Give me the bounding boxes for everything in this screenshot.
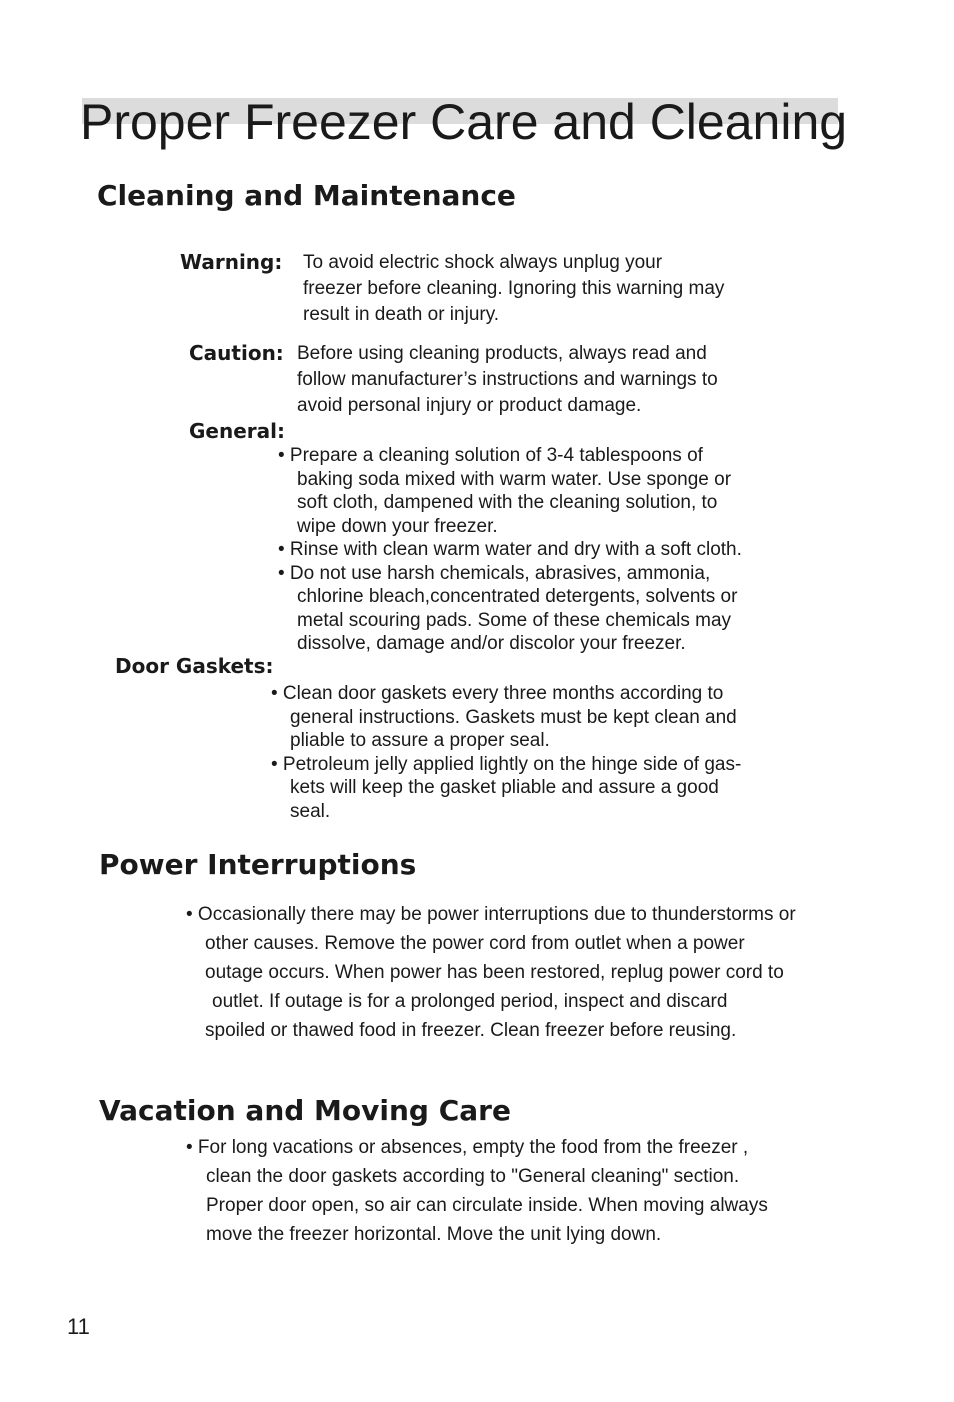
text-line: wipe down your freezer.	[297, 515, 498, 537]
text-line: metal scouring pads. Some of these chemicals may	[297, 609, 732, 631]
text-line: clean the door gaskets according to "General cleaning" section.	[206, 1166, 740, 1187]
text-line: chlorine bleach,concentrated detergents, solvents or	[297, 586, 738, 607]
caution-label: Caution:	[189, 341, 284, 365]
text-line: To avoid electric shock always unplug your	[303, 252, 663, 273]
page-number: 11	[67, 1314, 90, 1339]
general-label: General:	[189, 419, 285, 443]
text-line: pliable to assure a proper seal.	[290, 730, 550, 751]
section-heading-power: Power Interruptions	[99, 848, 417, 881]
text-line: • Petroleum jelly applied lightly on the hinge side of gas-	[271, 753, 742, 775]
text-line: outlet. If outage is for a prolonged period, inspect and discard	[212, 991, 728, 1012]
power-paragraph	[186, 900, 796, 1045]
text-line: spoiled or thawed food in freezer. Clean freezer before reusing.	[205, 1020, 737, 1041]
page-title: Proper Freezer Care and Cleaning	[80, 94, 848, 150]
text-line: • For long vacations or absences, empty the food from the freezer ,	[186, 1137, 749, 1158]
text-line: seal.	[290, 800, 331, 822]
text-line: general instructions. Gaskets must be kept clean and	[290, 706, 737, 728]
text-line: result in death or injury.	[303, 304, 500, 325]
warning-label: Warning:	[180, 250, 283, 274]
section-heading-cleaning: Cleaning and Maintenance	[97, 179, 516, 212]
text-line: outage occurs. When power has been restored, replug power cord to	[205, 962, 784, 983]
text-line: • Occasionally there may be power interruptions due to thunderstorms or	[186, 904, 796, 925]
list-item	[271, 753, 741, 824]
caution-text	[297, 341, 718, 419]
list-item	[278, 562, 742, 656]
text-line: other causes. Remove the power cord from outlet when a power	[205, 933, 745, 954]
text-line: avoid personal injury or product damage.	[297, 395, 642, 416]
text-line: soft cloth, dampened with the cleaning solution, to	[297, 492, 718, 513]
list-item	[278, 538, 742, 562]
text-line: • Do not use harsh chemicals, abrasives, ammonia,	[278, 562, 711, 584]
warning-text	[303, 250, 724, 328]
text-line: move the freezer horizontal. Move the unit lying down.	[206, 1224, 662, 1245]
door-gaskets-bullet-list	[271, 682, 741, 823]
text-line: dissolve, damage and/or discolor your freezer.	[297, 633, 686, 654]
text-line: • Prepare a cleaning solution of 3-4 tablespoons of	[278, 445, 703, 466]
vacation-paragraph	[186, 1133, 768, 1249]
text-line: baking soda mixed with warm water. Use sponge or	[297, 468, 732, 490]
text-line: • Clean door gaskets every three months according to	[271, 683, 724, 704]
list-item	[271, 682, 741, 753]
list-item	[278, 444, 742, 538]
text-line: freezer before cleaning. Ignoring this warning may	[303, 278, 725, 299]
text-line: Before using cleaning products, always read and	[297, 343, 707, 364]
text-line: follow manufacturer’s instructions and warnings to	[297, 369, 718, 390]
section-heading-vacation: Vacation and Moving Care	[99, 1094, 511, 1127]
text-line: Proper door open, so air can circulate inside. When moving always	[206, 1195, 768, 1216]
text-line: • Rinse with clean warm water and dry with a soft cloth.	[278, 539, 742, 560]
door-gaskets-label: Door Gaskets:	[115, 654, 274, 678]
general-bullet-list	[278, 444, 742, 656]
text-line: kets will keep the gasket pliable and assure a good	[290, 777, 719, 798]
